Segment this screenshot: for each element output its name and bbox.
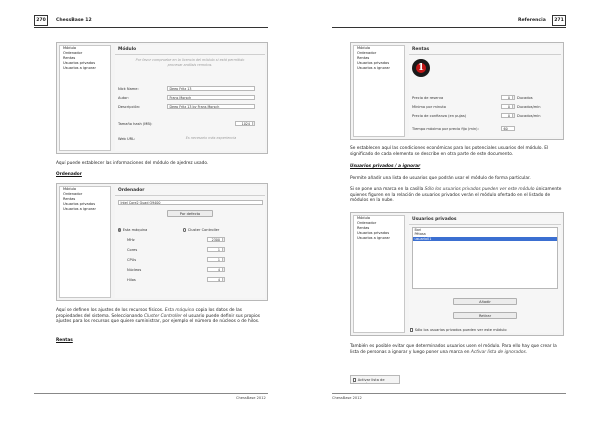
max-time-label: Tiempo máximo por precio fijo (min):	[412, 127, 479, 131]
threads-field[interactable]: 4	[207, 277, 225, 282]
section-heading-private-users: Usuarios privados / a ignorar	[350, 164, 421, 169]
list-item[interactable]: Bari	[414, 228, 422, 232]
fritz-logo-icon: 1	[412, 59, 430, 77]
cpus-field[interactable]: 1	[207, 257, 225, 262]
sidebar-item-module[interactable]: Módulo	[357, 46, 371, 50]
private-users-screenshot	[350, 212, 564, 336]
sidebar-item-private-users[interactable]: Usuarios privados	[357, 61, 390, 65]
min-per-minute-unit: Ducados/min	[517, 105, 541, 109]
hash-size-label: Tamaño hash (MB):	[118, 122, 153, 126]
sidebar-item-computer[interactable]: Ordenador	[63, 51, 83, 55]
panel-title: Rentas	[409, 45, 561, 55]
author-field[interactable]: Frans Morsch	[167, 95, 255, 100]
ignore-checkbox-screenshot	[350, 375, 400, 384]
section-heading-computer: Ordenador	[56, 172, 82, 177]
max-time-field[interactable]: 60	[501, 126, 515, 131]
sidebar-item-rent[interactable]: Rentas	[63, 197, 76, 201]
settings-sidebar	[59, 45, 111, 151]
sidebar-item-computer[interactable]: Ordenador	[357, 51, 377, 55]
field-label: Autor:	[118, 96, 129, 100]
sidebar-item-module[interactable]: Módulo	[63, 46, 77, 50]
sidebar-item-rent[interactable]: Rentas	[357, 56, 370, 60]
activate-ignore-list-checkbox[interactable]: Activar lista de ignorados	[353, 378, 385, 384]
rent-paragraph: Se establecen aquí las condiciones económicas para los potenciales usuarios del módulo. El significado de cada elemento se describe en otra parte de este documento.	[350, 146, 549, 157]
spinner-arrows-icon[interactable]	[222, 238, 224, 242]
list-item-selected[interactable]: usuario01	[413, 237, 557, 241]
left-footer-rule	[34, 393, 268, 394]
web-url-label: Web URL:	[118, 137, 136, 141]
spinner-arrows-icon[interactable]	[222, 248, 224, 252]
computer-paragraph: Aquí se definen los ajustes de los recursos físicos. Esta máquina copia los datos de las propiedades del sistema. Seleccionando Cluster Controller el usuario puede definir sus propios ajustes para los recursos que quiere suministrar, por ejemplo el número de núcleos o de hilos.	[56, 308, 261, 325]
sidebar-item-rent[interactable]: Rentas	[357, 226, 370, 230]
private-only-paragraph: Si se pone una marca en la casilla Sólo los usuarios privados pueden ver este módulo únicamente quienes figuren en la relación de usuarios privados verán el módulo ofertado en el listado de módulos en la nube.	[350, 187, 562, 204]
cpu-name-field[interactable]: Intel Core2 Quad Q9400	[118, 200, 263, 205]
add-user-button[interactable]: Añadir	[453, 298, 517, 305]
left-header-title: ChessBase 12	[56, 18, 92, 23]
settings-sidebar	[353, 215, 405, 333]
reserve-price-unit: Ducados	[517, 96, 533, 100]
sidebar-item-module[interactable]: Módulo	[63, 187, 77, 191]
license-note: Por favor compruebe en la licencia del módulo si está permitido procesar análisis remotos.	[135, 58, 245, 67]
computer-panel	[115, 186, 265, 298]
radio-unselected-icon	[183, 228, 186, 231]
trust-price-label: Precio de confianza (en pujas)	[412, 114, 467, 118]
sidebar-item-private-users[interactable]: Usuarios privados	[63, 61, 96, 65]
trust-price-unit: Ducados/min	[517, 114, 541, 118]
rent-panel	[409, 45, 561, 137]
module-panel	[115, 45, 265, 151]
cores-label: Cores	[127, 248, 138, 252]
spinner-arrows-icon[interactable]	[512, 96, 514, 100]
private-users-paragraph: Permite añadir una lista de usuarios que podrán usar el módulo de forma particular.	[350, 176, 531, 181]
cores-field[interactable]: 1	[207, 247, 225, 252]
panel-title: Ordenador	[115, 186, 265, 196]
left-page-number: 270	[34, 15, 48, 26]
section-heading-rent: Rentas	[56, 338, 73, 343]
spinner-arrows-icon[interactable]	[222, 258, 224, 262]
private-users-list[interactable]	[412, 227, 558, 289]
sidebar-item-rent[interactable]: Rentas	[63, 56, 76, 60]
panel-title: Módulo	[115, 45, 265, 55]
sidebar-item-ignored-users[interactable]: Usuarios a ignorar	[357, 236, 390, 240]
radio-cluster-controller[interactable]: Cluster Controller	[183, 228, 219, 232]
right-page-number: 271	[552, 15, 566, 26]
spinner-arrows-icon[interactable]	[222, 278, 224, 282]
right-header-rule	[332, 27, 566, 28]
sidebar-item-ignored-users[interactable]: Usuarios a ignorar	[63, 66, 96, 70]
sidebar-item-module[interactable]: Módulo	[357, 216, 371, 220]
trust-price-field[interactable]: 0	[501, 113, 515, 118]
panel-title: Usuarios privados	[409, 215, 561, 225]
nuclei-label: Núcleos	[127, 268, 142, 272]
defaults-button[interactable]: Por defecto	[167, 210, 213, 217]
field-label: Descripción:	[118, 105, 141, 109]
spinner-arrows-icon[interactable]	[252, 122, 254, 126]
threads-label: Hilos	[127, 278, 136, 282]
left-footer: ChessBase 2012	[236, 396, 266, 400]
min-per-minute-field[interactable]: 0	[501, 104, 515, 109]
right-footer: ChessBase 2012	[332, 396, 362, 400]
private-only-checkbox[interactable]: Sólo los usuarios privados pueden ver este módulo	[410, 328, 507, 332]
description-field[interactable]: Deep Fritz 13 by Frans Morsch	[167, 104, 255, 109]
rent-settings-screenshot	[350, 42, 564, 140]
right-header-title: Referencia	[518, 18, 546, 23]
sidebar-item-computer[interactable]: Ordenador	[63, 192, 83, 196]
web-url-value: Es necesario más experiencia	[185, 136, 237, 140]
spinner-arrows-icon[interactable]	[512, 114, 514, 118]
sidebar-item-ignored-users[interactable]: Usuarios a ignorar	[63, 207, 96, 211]
nuclei-field[interactable]: 4	[207, 267, 225, 272]
min-per-minute-label: Mínimo por minuto	[412, 105, 446, 109]
checkbox-icon	[410, 328, 413, 331]
sidebar-item-ignored-users[interactable]: Usuarios a ignorar	[357, 66, 390, 70]
reserve-price-label: Precio de reserva	[412, 96, 444, 100]
module-paragraph: Aquí puede establecer las informaciones del módulo de ajedrez usado.	[56, 161, 209, 166]
right-footer-rule	[332, 393, 566, 394]
left-header-rule	[34, 27, 268, 28]
spinner-arrows-icon[interactable]	[222, 268, 224, 272]
right-page	[300, 0, 600, 424]
remove-user-button[interactable]: Retirar	[453, 312, 517, 319]
ignore-paragraph: También es posible evitar que determinados usuarios usen el módulo. Para ello hay que crear la lista de personas a ignorar y luego poner una marca en Activar lista de ignorados.	[350, 344, 557, 355]
private-users-panel	[409, 215, 561, 333]
mhz-label: MHz	[127, 238, 135, 242]
spinner-arrows-icon[interactable]	[512, 105, 514, 109]
radio-selected-icon	[118, 228, 121, 231]
sidebar-item-computer[interactable]: Ordenador	[357, 221, 377, 225]
hash-size-field[interactable]: 1024	[235, 121, 255, 126]
cpus-label: CPUs	[127, 258, 137, 262]
mhz-field[interactable]: 2300	[207, 237, 225, 242]
list-item[interactable]: Pétasa	[414, 232, 426, 237]
sidebar-item-private-users[interactable]: Usuarios privados	[357, 231, 390, 235]
reserve-price-field[interactable]: 0	[501, 95, 515, 100]
sidebar-item-private-users[interactable]: Usuarios privados	[63, 202, 96, 206]
radio-this-machine[interactable]: Esta máquina	[118, 228, 147, 232]
nickname-field[interactable]: Deep Fritz 13	[167, 86, 255, 91]
module-settings-screenshot	[56, 42, 268, 154]
computer-settings-screenshot	[56, 183, 268, 301]
settings-sidebar	[59, 186, 111, 298]
settings-sidebar	[353, 45, 405, 137]
field-label: Nick Name:	[118, 87, 139, 91]
